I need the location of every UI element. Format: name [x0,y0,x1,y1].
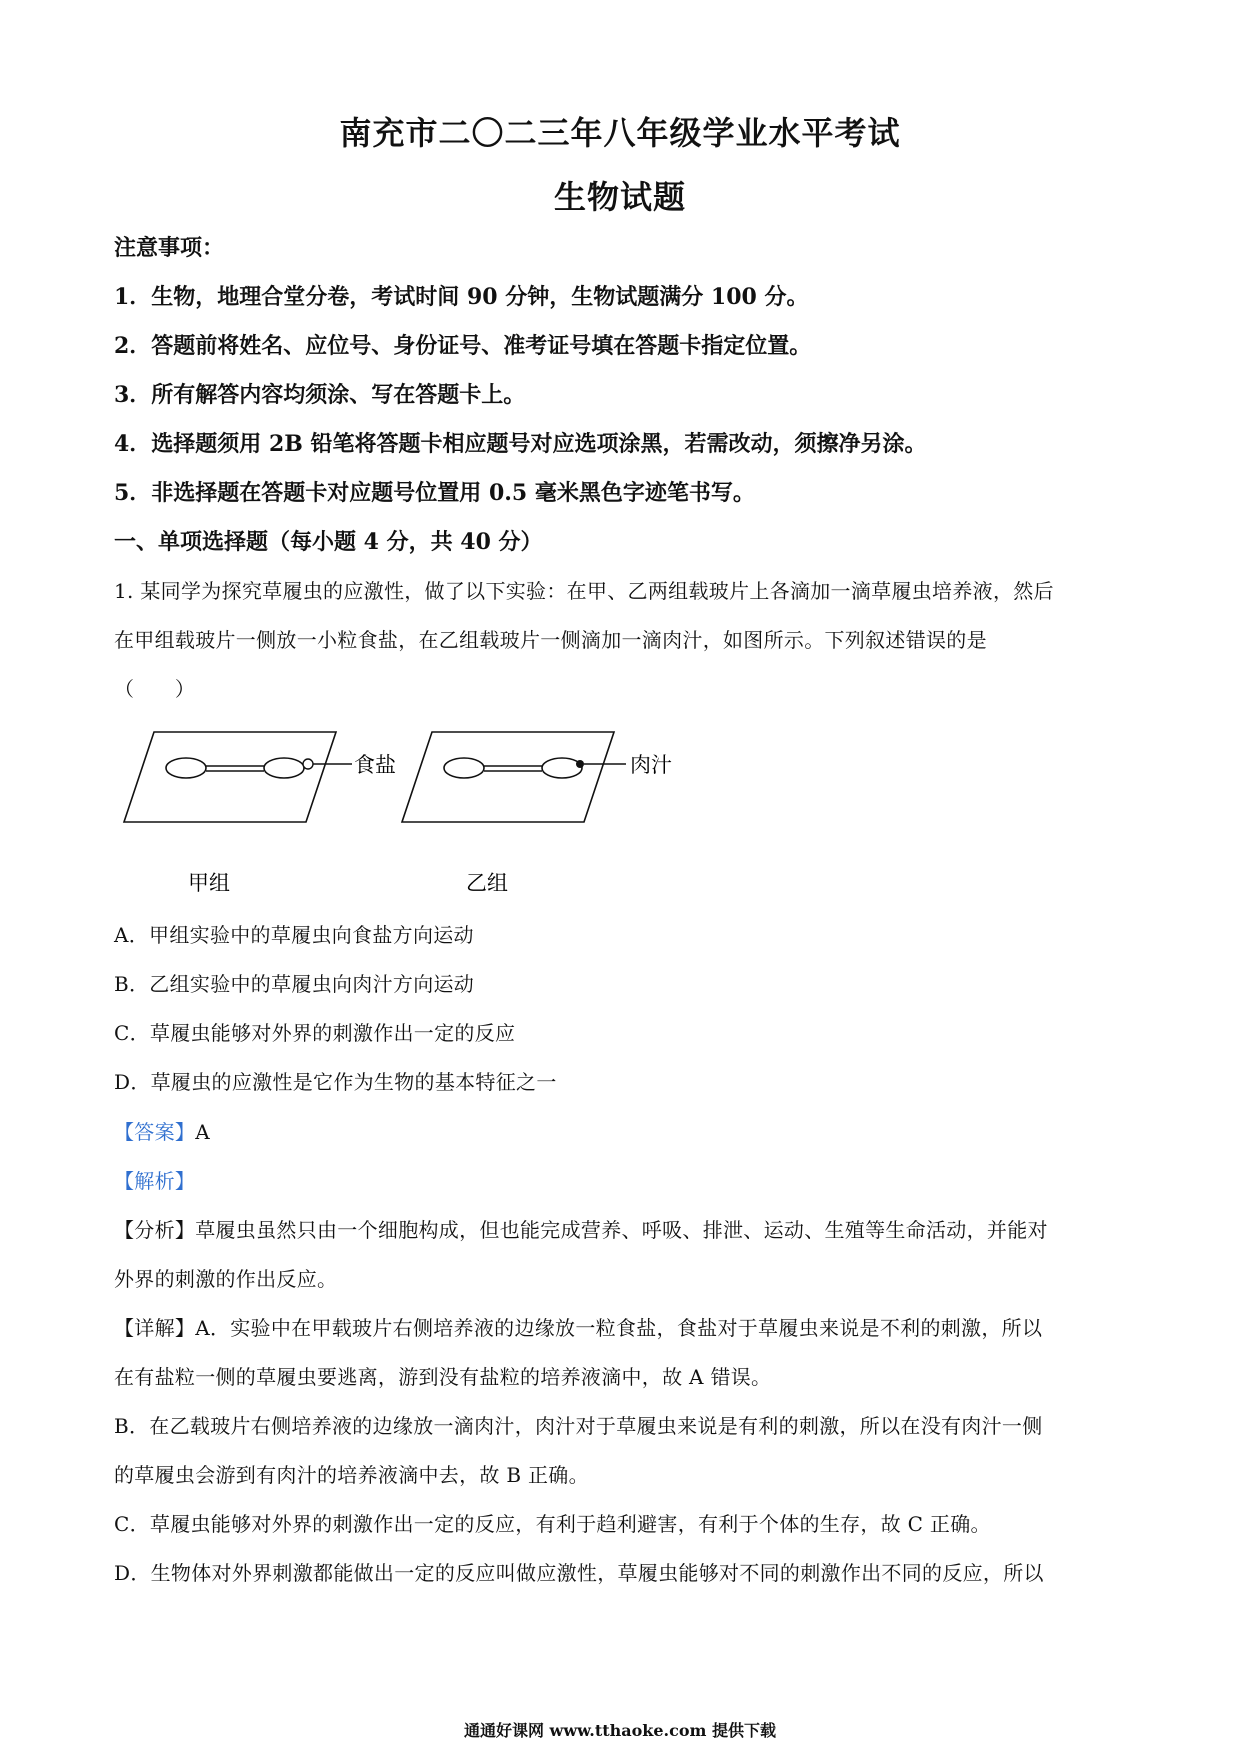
page-title: 南充市二〇二三年八年级学业水平考试 [339,114,901,152]
slide-experiment-figure [114,720,714,910]
option-b: B．乙组实验中的草履虫向肉汁方向运动 [114,972,475,996]
label-salt: 食盐 [354,753,396,777]
analysis-tag: 【解析】 [114,1169,196,1193]
analysis-line-2: 外界的刺激的作出反应。 [114,1267,338,1291]
section-heading: 一、单项选择题（每小题 4 分，共 40 分） [114,529,543,555]
notice-item-2: 2．答题前将姓名、应位号、身份证号、准考证号填在答题卡指定位置。 [114,333,812,359]
footer-source: 通通好课网 www.tthaoke.com 提供下载 [463,1721,777,1740]
question-stem-line-2: 在甲组载玻片一侧放一小粒食盐，在乙组载玻片一侧滴加一滴肉汁，如图所示。下列叙述错误的是 [114,628,987,652]
slide-left [124,732,396,822]
salt-grain [303,759,313,769]
option-c: C．草履虫能够对外界的刺激作出一定的反应 [114,1021,516,1045]
analysis-line-5: B．在乙载玻片右侧培养液的边缘放一滴肉汁，肉汁对于草履虫来说是有利的刺激，所以在没有肉汁一侧 [114,1414,1043,1438]
option-d: D．草履虫的应激性是它作为生物的基本特征之一 [114,1070,557,1094]
analysis-line-1: 【分析】草履虫虽然只由一个细胞构成，但也能完成营养、呼吸、排泄、运动、生殖等生命活动，并能对 [114,1218,1048,1242]
notice-item-1: 1．生物，地理合堂分卷，考试时间 90 分钟，生物试题满分 100 分。 [114,284,809,310]
answer-tag: 【答案】 [114,1120,196,1144]
analysis-line-4: 在有盐粒一侧的草履虫要逃离，游到没有盐粒的培养液滴中，故 A 错误。 [114,1365,772,1389]
question-stem-line-1: 1. 某同学为探究草履虫的应激性，做了以下实验：在甲、乙两组载玻片上各滴加一滴草履虫培养液，然后 [114,579,1054,603]
answer-value: A [195,1120,210,1144]
notice-item-5: 5．非选择题在答题卡对应题号位置用 0.5 毫米黑色字迹笔书写。 [114,480,755,506]
notice-item-4: 4．选择题须用 2B 铅笔将答题卡相应题号对应选项涂黑，若需改动，须擦净另涂。 [114,431,927,457]
page-subtitle: 生物试题 [553,178,686,216]
slide-right [402,732,672,822]
caption-group-jia: 甲组 [188,871,230,895]
analysis-line-3: 【详解】A．实验中在甲载玻片右侧培养液的边缘放一粒食盐，食盐对于草履虫来说是不利的刺激，所以 [114,1316,1043,1340]
option-a: A．甲组实验中的草履虫向食盐方向运动 [114,923,474,947]
question-blank: （ ） [114,677,196,701]
analysis-line-8: D．生物体对外界刺激都能做出一定的反应叫做应激性，草履虫能够对不同的刺激作出不同的反应，所以 [114,1561,1044,1585]
caption-group-yi: 乙组 [466,871,508,895]
analysis-line-7: C．草履虫能够对外界的刺激作出一定的反应，有利于趋利避害，有利于个体的生存，故 C 正确。 [114,1512,991,1536]
notice-item-3: 3．所有解答内容均须涂、写在答题卡上。 [114,382,526,408]
notice-heading: 注意事项： [114,235,225,261]
analysis-line-6: 的草履虫会游到有肉汁的培养液滴中去，故 B 正确。 [114,1463,589,1487]
answer-line [114,1117,1134,1147]
meat-broth-drop [576,760,584,768]
label-meat-broth: 肉汁 [630,753,672,777]
